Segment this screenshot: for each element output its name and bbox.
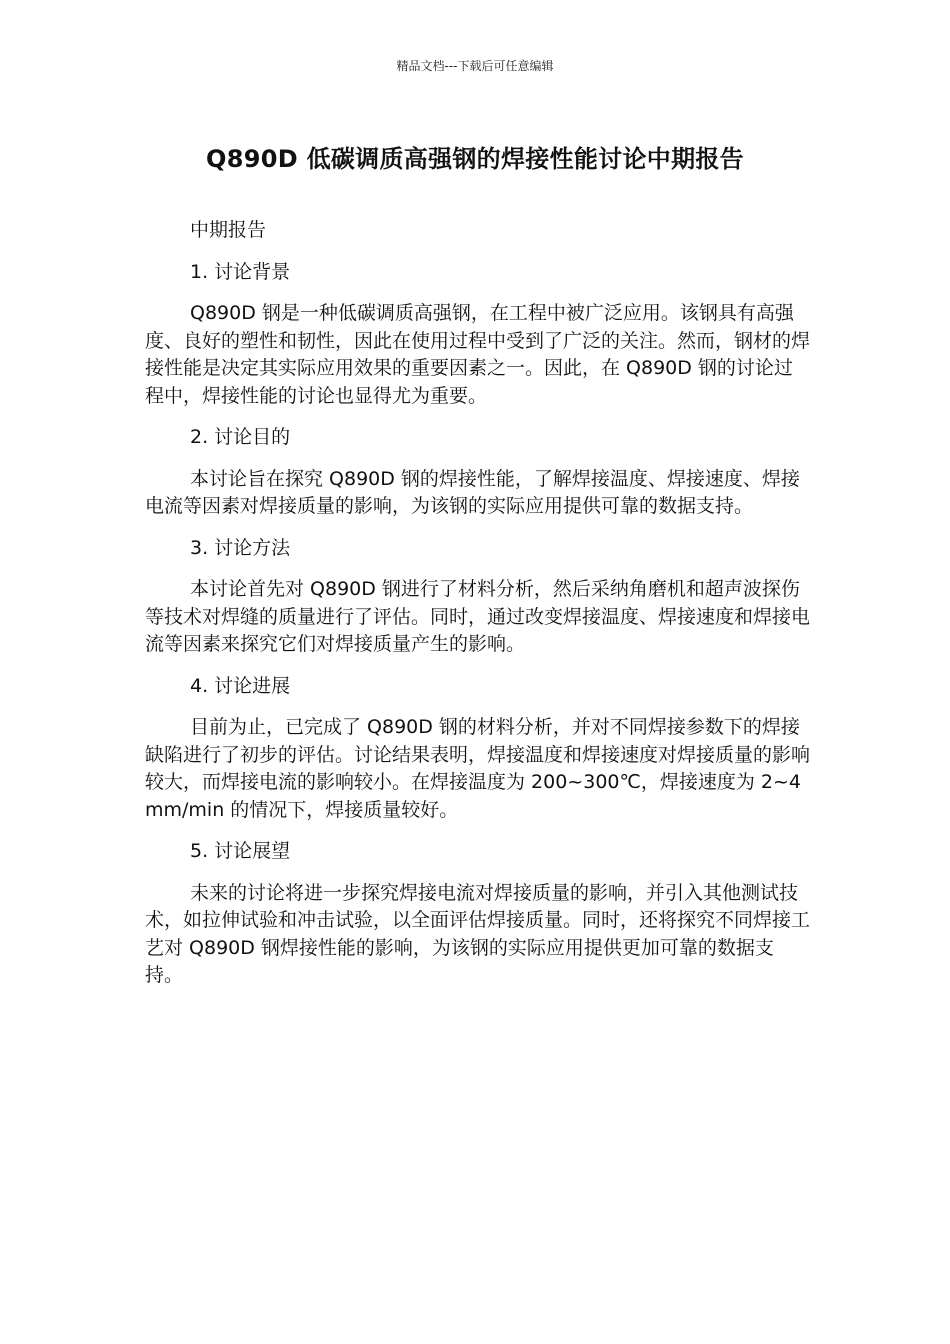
section-heading-method: 3. 讨论方法 bbox=[190, 536, 291, 559]
section-heading-progress: 4. 讨论进展 bbox=[190, 674, 291, 697]
paragraph-background: Q890D 钢是一种低碳调质高强钢，在工程中被广泛应用。该钢具有高强度、良好的塑性和韧性，因此在使用过程中受到了广泛的关注。然而，钢材的焊接性能是决定其实际应用效果的重要因素之一。因此，在 Q890D 钢的讨论过程中，焊接性能的讨论也显得尤为重要。 bbox=[145, 302, 811, 407]
section-heading-purpose: 2. 讨论目的 bbox=[190, 426, 291, 448]
section-heading-background: 1. 讨论背景 bbox=[190, 260, 291, 283]
section-heading-outlook: 5. 讨论展望 bbox=[190, 840, 291, 862]
paragraph-purpose: 本讨论旨在探究 Q890D 钢的焊接性能，了解焊接温度、焊接速度、焊接电流等因素对焊接质量的影响，为该钢的实际应用提供可靠的数据支持。 bbox=[145, 467, 800, 517]
document-title: Q890D 低碳调质高强钢的焊接性能讨论中期报告 bbox=[206, 145, 744, 173]
document-body bbox=[145, 217, 810, 1004]
page-header-note: 精品文档---下载后可任意编辑 bbox=[396, 59, 554, 73]
paragraph-progress: 目前为止，已完成了 Q890D 钢的材料分析，并对不同焊接参数下的焊接缺陷进行了初步的评估。讨论结果表明，焊接温度和焊接速度对焊接质量的影响较大，而焊接电流的影响较小。在焊接温度为 200~300℃，焊接速度为 2~4mm/min 的情况下，焊接质量较好。 bbox=[145, 716, 811, 821]
paragraph-method: 本讨论首先对 Q890D 钢进行了材料分析，然后采纳角磨机和超声波探伤等技术对焊缝的质量进行了评估。同时，通过改变焊接温度、焊接速度和焊接电流等因素来探究它们对焊接质量产生的影响。 bbox=[145, 578, 811, 655]
paragraph-outlook: 未来的讨论将进一步探究焊接电流对焊接质量的影响，并引入其他测试技术，如拉伸试验和冲击试验，以全面评估焊接质量。同时，还将探究不同焊接工艺对 Q890D 钢焊接性能的影响，为该钢的实际应用提供更加可靠的数据支持。 bbox=[145, 881, 811, 986]
report-label: 中期报告 bbox=[190, 219, 267, 241]
